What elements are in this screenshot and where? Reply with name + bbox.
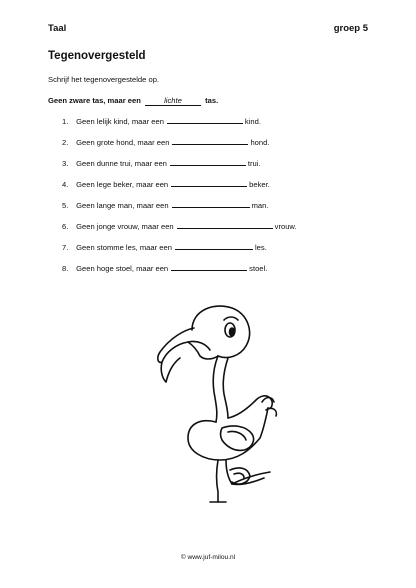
item-suffix: vrouw. xyxy=(274,222,297,231)
item-suffix: hond. xyxy=(250,138,270,147)
item-suffix: stoel. xyxy=(249,264,268,273)
example-prefix: Geen zware tas, maar een xyxy=(48,96,141,105)
item-number: 8. xyxy=(62,264,69,273)
exercise-item-8 xyxy=(62,262,267,273)
footer-copyright: © www.juf-milou.nl xyxy=(180,554,236,561)
flamingo-leg xyxy=(217,460,219,502)
item-number: 4. xyxy=(62,180,69,189)
item-prefix: Geen lange man, maar een xyxy=(76,201,169,210)
answer-blank[interactable] xyxy=(175,241,253,250)
example-suffix: tas. xyxy=(205,96,219,105)
item-suffix: beker. xyxy=(249,180,270,189)
item-prefix: Geen stomme les, maar een xyxy=(76,243,172,252)
flamingo-head xyxy=(192,306,250,357)
page-title: Tegenovergesteld xyxy=(48,50,146,62)
exercise-item-1 xyxy=(62,115,261,126)
item-prefix: Geen jonge vrouw, maar een xyxy=(76,222,174,231)
exercise-item-4 xyxy=(62,178,270,189)
exercise-item-3 xyxy=(62,157,261,168)
answer-blank[interactable] xyxy=(172,199,250,208)
answer-blank[interactable] xyxy=(172,136,248,145)
example-sentence xyxy=(48,96,218,106)
flamingo-neck xyxy=(213,356,218,422)
item-suffix: trui. xyxy=(247,159,261,168)
answer-blank[interactable] xyxy=(171,262,247,271)
subject-label: Taal xyxy=(48,23,67,34)
example-answer: lichte xyxy=(145,96,201,106)
flamingo-illustration xyxy=(148,300,288,505)
item-number: 7. xyxy=(62,243,69,252)
group-label: groep 5 xyxy=(333,23,368,34)
instruction-text: Schrijf het tegenovergestelde op. xyxy=(48,75,160,84)
item-number: 1. xyxy=(62,117,69,126)
exercise-item-2 xyxy=(62,136,269,147)
item-prefix: Geen grote hond, maar een xyxy=(76,138,170,147)
item-number: 2. xyxy=(62,138,69,147)
item-number: 6. xyxy=(62,222,69,231)
exercise-item-6 xyxy=(62,220,297,231)
item-suffix: kind. xyxy=(244,117,261,126)
answer-blank[interactable] xyxy=(177,220,273,229)
item-prefix: Geen dunne trui, maar een xyxy=(76,159,167,168)
item-prefix: Geen lege beker, maar een xyxy=(76,180,169,189)
flamingo-wing xyxy=(221,426,254,450)
answer-blank[interactable] xyxy=(171,178,247,187)
item-number: 5. xyxy=(62,201,69,210)
item-suffix: man. xyxy=(251,201,269,210)
item-prefix: Geen lelijk kind, maar een xyxy=(76,117,164,126)
item-suffix: les. xyxy=(254,243,267,252)
answer-blank[interactable] xyxy=(167,115,243,124)
item-prefix: Geen hoge stoel, maar een xyxy=(76,264,169,273)
item-number: 3. xyxy=(62,159,69,168)
exercise-item-5 xyxy=(62,199,268,210)
answer-blank[interactable] xyxy=(170,157,246,166)
exercise-item-7 xyxy=(62,241,267,252)
